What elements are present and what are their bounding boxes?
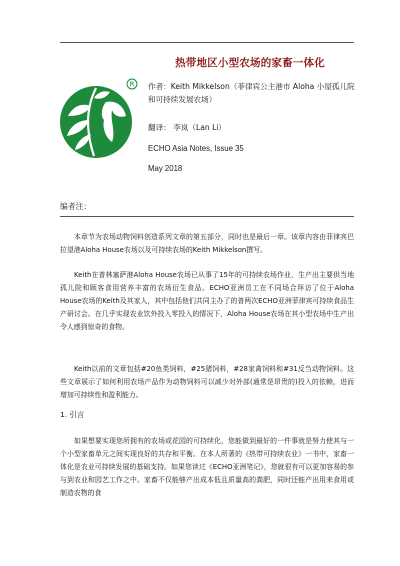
article-title: 热带地区小型农场的家畜一体化 <box>175 57 325 69</box>
translator-line: 翻译： 李岚（Lan Li） <box>148 123 227 132</box>
editor-divider <box>60 216 354 217</box>
author-line: 作者：Keith Mikkelson（菲律宾公主港市 Aloha 小屋孤儿院和可持续发展农场） <box>148 82 355 104</box>
body-paragraph: Keith在普林塞萨港Aloha House农场已从事了15年的可持续农场作业，生产出主要供当地孤儿院和顾客食用营养丰富的农场衍生食品。ECHO亚洲员工在不同场合拜访了位于Aloha House农场的Keith及其家人，其中包括他们共同主办了的普两次ECHO亚洲菲律宾可持续食品生产研讨会。在几乎实现农业饮外投入零投入的情况下，Aloha House农场在其小型农场中生产出令人感到惊奇的食物。 <box>60 270 354 331</box>
publication-date: May 2018 <box>148 164 183 173</box>
body-paragraph: Keith以前的文章包括#20鱼类饲料，#25猪饲料，#28家禽饲料和#31反刍动物饲料。这些文章展示了如何利用农场产品作为动物饲料可以减少对外部(通常是昂贵的)投入的依赖，进而增加可持续性和盈利能力。 <box>60 364 354 399</box>
journal-issue: ECHO Asia Notes, Issue 35 <box>148 144 244 153</box>
section-heading: 1. 引言 <box>60 410 85 419</box>
top-divider <box>60 42 354 43</box>
editor-note-label: 编者注： <box>60 202 92 211</box>
echo-logo-icon <box>58 76 140 160</box>
svg-text:R: R <box>129 80 135 89</box>
body-paragraph: 如果想要实现您所拥有的农场或花园的可持续化，您能做到最好的一件事就是努力使其与一个小型家畜单元之间实现良好的共存和平衡。在本人所著的《热带可持续农业》一书中，家畜一体化是农业可持续发展的基础支持。如果您读过《ECHO亚洲笔记》，您就很有可以更加容易的参与到农业和园艺工作之中。家畜不仅能够产出成本低且质量高的粪肥，同时还能产出用来食用或制造农物的食 <box>60 436 354 497</box>
editor-note-paragraph: 本章节为农场动物饲料创造系列文章的第五部分，同时也是最后一章。该章内容由菲律宾巴拉望港Aloha House农场以及可持续农场的Keith Mikkelson撰写。 <box>60 232 354 254</box>
